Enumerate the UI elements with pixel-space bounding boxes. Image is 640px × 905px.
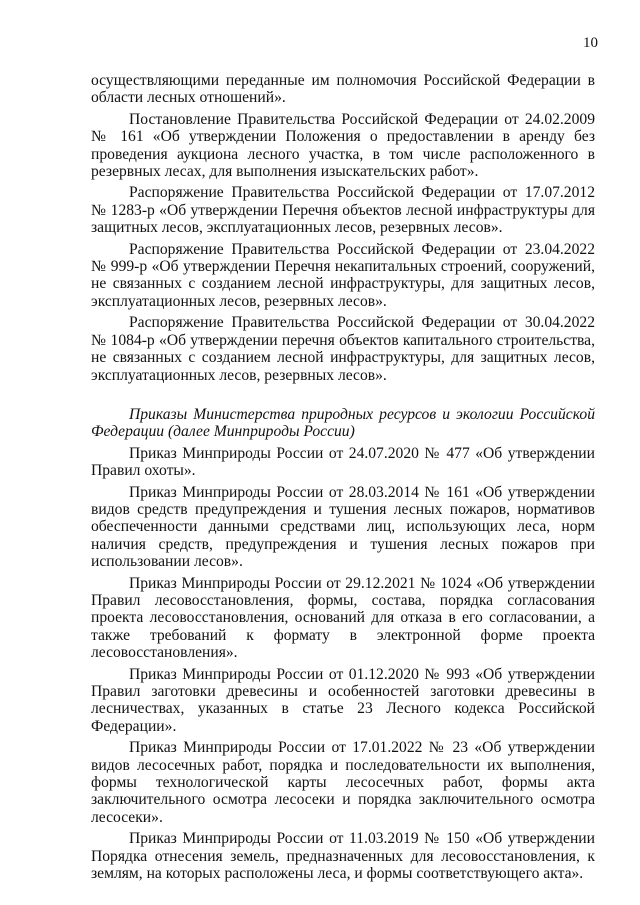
paragraph-continuation: осуществляющими переданные им полномочия Российской Федерации в области лесных отношений».: [91, 72, 595, 107]
paragraph-order-1084: Распоряжение Правительства Российской Федерации от 30.04.2022 № 1084-р «Об утверждении перечня объектов капитального строительства, не связанных с созданием лесной инфраструктуры, для защитных лесов, эксплуатационных лесов, резервных лесов».: [91, 314, 595, 384]
paragraph-order-150: Приказ Минприроды России от 11.03.2019 № 150 «Об утверждении Порядка отнесения земель, предназначенных для лесовосстановления, к землям, на которых расположены леса, и формы соответствующего акта».: [91, 830, 595, 883]
paragraph-order-23: Приказ Минприроды России от 17.01.2022 № 23 «Об утверждении видов лесосечных работ, порядка и последовательности их выполнения, формы технологической карты лесосечных работ, формы акта заключительного осмотра лесосеки и порядка заключительного осмотра лесосеки».: [91, 739, 595, 826]
document-body: [91, 72, 595, 886]
paragraph-order-161: Приказ Минприроды России от 28.03.2014 № 161 «Об утверждении видов средств предупреждения и тушения лесных пожаров, нормативов обеспеченности данными средствами лиц, использующих леса, норм наличия средств, предупреждения и тушения лесных пожаров при использовании лесов».: [91, 483, 595, 571]
page-number: 10: [583, 35, 598, 51]
paragraph-order-1024: Приказ Минприроды России от 29.12.2021 № 1024 «Об утверждении Правил лесовосстановления, формы, состава, порядка согласования проекта лесовосстановления, оснований для отказа в его согласовании, а также требований к формату в электронной форме проекта лесовосстановления».: [91, 574, 595, 662]
paragraph-decree-161: Постановление Правительства Российской Федерации от 24.02.2009 № 161 «Об утверждении Положения о предоставлении в аренду без проведения аукциона лесного участка, в том числе расположенного в резервных лесах, для выполнения изыскательских работ».: [91, 110, 595, 181]
paragraph-order-999: Распоряжение Правительства Российской Федерации от 23.04.2022 № 999-р «Об утверждении Перечня некапитальных строений, сооружений, не связанных с созданием лесной инфраструктуры, для защитных лесов, эксплуатационных лесов, резервных лесов».: [91, 240, 595, 310]
paragraph-order-1283: Распоряжение Правительства Российской Федерации от 17.07.2012 № 1283-р «Об утверждении Перечня объектов лесной инфраструктуры для защитных лесов, эксплуатационных лесов, резервных лесов».: [91, 184, 595, 237]
paragraph-order-477: Приказ Минприроды России от 24.07.2020 № 477 «Об утверждении Правил охоты».: [91, 444, 595, 480]
section-heading-ministry-orders: Приказы Министерства природных ресурсов и экологии Российской Федерации (далее Минприроды России): [91, 405, 595, 441]
paragraph-order-993: Приказ Минприроды России от 01.12.2020 № 993 «Об утверждении Правил заготовки древесины и особенностей заготовки древесины в лесничествах, указанных в статье 23 Лесного кодекса Российской Федерации».: [91, 665, 595, 735]
